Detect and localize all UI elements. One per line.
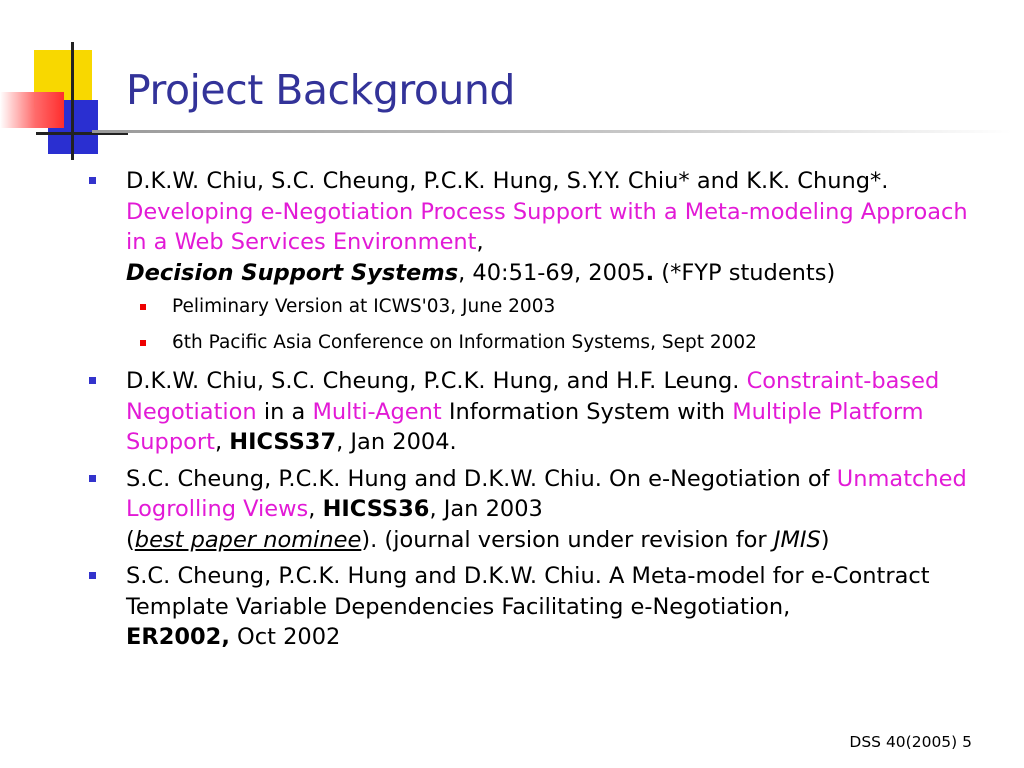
list-item [82, 366, 992, 458]
item-text: , 40:51-69, 2005 [458, 259, 646, 286]
list-item [82, 166, 992, 356]
item-text: . [645, 259, 655, 286]
item-paper-title: Multi-Agent [312, 398, 442, 425]
item-text: , [214, 429, 230, 455]
item-text: , Jan 2004. [336, 429, 457, 455]
item-text: ) [820, 526, 830, 553]
list-item [82, 561, 992, 653]
slide-logo-graphic [0, 0, 130, 170]
item-venue: HICSS36 [322, 496, 430, 522]
item-award-note: best paper nominee [134, 526, 362, 553]
sub-bullet-icon [140, 304, 146, 310]
slide-title: Project Background [126, 66, 515, 114]
bullet-icon [89, 177, 96, 184]
sub-list-item [82, 294, 992, 320]
item-text: (*FYP students) [654, 259, 836, 286]
item-text: , [476, 229, 484, 255]
item-authors: S.C. Cheung, P.C.K. Hung and D.K.W. Chiu. On e-Negotiation of [126, 465, 837, 492]
item-venue: ER2002, [126, 624, 230, 650]
slide-footer: DSS 40(2005) 5 [849, 733, 972, 751]
item-paper-title: Multiple Platform Support [126, 398, 924, 455]
sub-list-item [82, 330, 992, 356]
item-authors: D.K.W. Chiu, S.C. Cheung, P.C.K. Hung, and H.F. Leung. [126, 368, 747, 394]
bullet-list [82, 166, 992, 659]
sub-bullet-icon [140, 340, 146, 346]
item-journal: Decision Support Systems [126, 259, 459, 286]
item-text: , [308, 496, 323, 522]
item-paper-title: Developing e-Negotiation Process Support with a Meta-modeling Approach in a Web Services Environment [126, 198, 968, 255]
item-paper-title: Constraint-based Negotiation [126, 368, 940, 425]
vertical-line-decoration [71, 42, 74, 160]
item-text: Information System with [441, 398, 733, 425]
item-authors: D.K.W. Chiu, S.C. Cheung, P.C.K. Hung, S.Y.Y. Chiu* and K.K. Chung*. [126, 168, 889, 194]
sub-item-text: 6th Pacific Asia Conference on Information Systems, Sept 2002 [172, 332, 757, 353]
item-venue: HICSS37 [229, 429, 337, 455]
item-text: ( [126, 526, 135, 553]
bullet-icon [89, 377, 96, 384]
list-item [82, 464, 992, 556]
title-divider [92, 130, 1012, 133]
item-text: ). (journal version under revision for [361, 526, 774, 553]
bullet-icon [89, 572, 96, 579]
item-text: in a [256, 398, 313, 425]
item-paper-title: Unmatched Logrolling Views [126, 465, 967, 522]
item-text: Oct 2002 [229, 624, 341, 650]
item-authors: S.C. Cheung, P.C.K. Hung and D.K.W. Chiu. A Meta-model for e-Contract Template Variable Dependencies Facilitating e-Negotiation, [126, 563, 930, 620]
item-journal: JMIS [773, 526, 821, 553]
red-bar-decoration [0, 92, 64, 128]
sub-item-text: Peliminary Version at ICWS'03, June 2003 [172, 296, 556, 317]
item-text: , Jan 2003 [429, 496, 543, 522]
bullet-icon [89, 475, 96, 482]
